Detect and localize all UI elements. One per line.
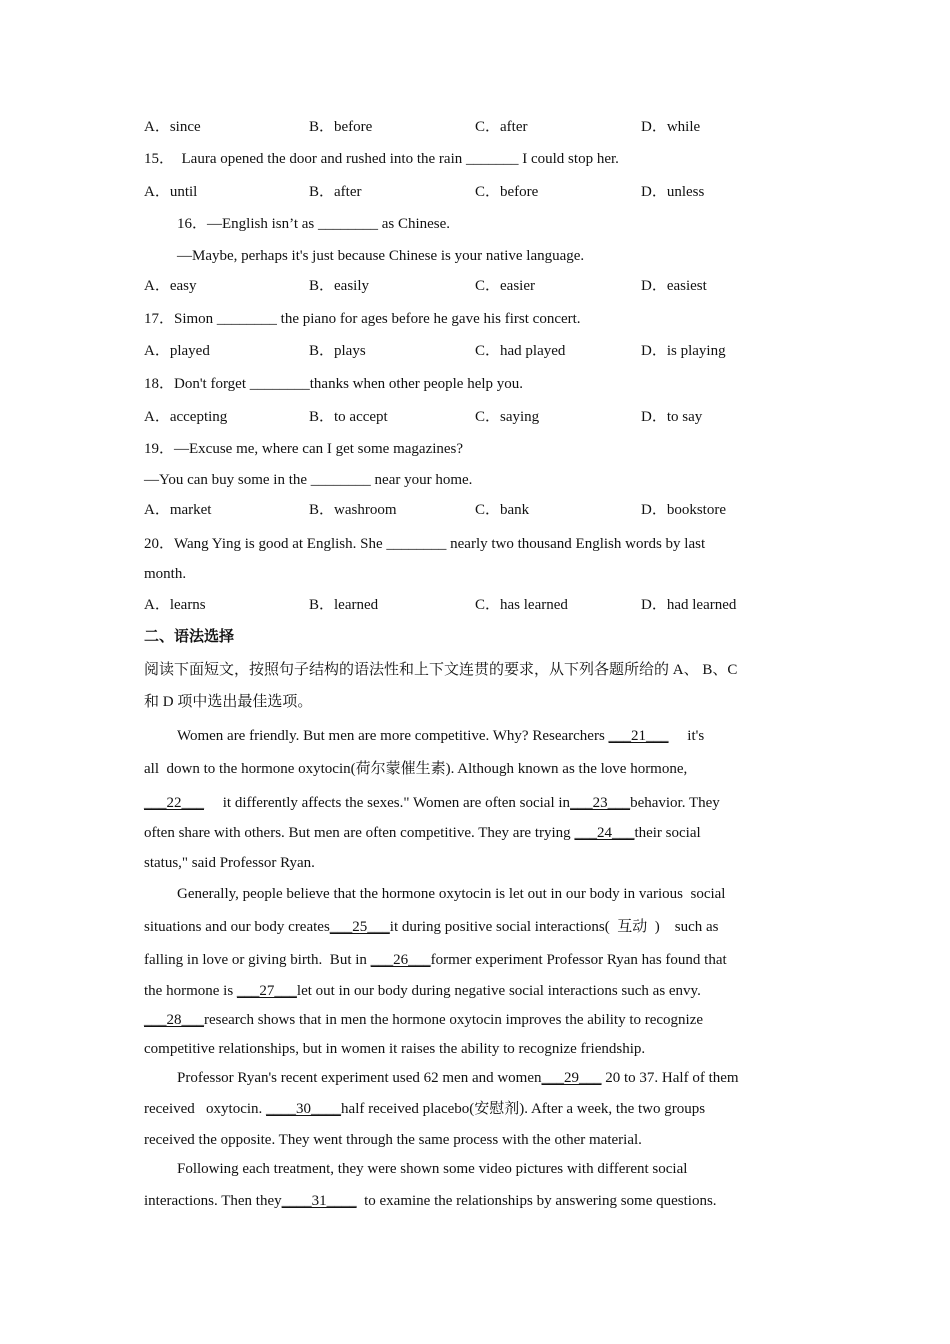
blank-30[interactable]: ____30____ — [266, 1101, 342, 1117]
q20-stem-continued: month. — [144, 566, 187, 582]
q17-option-d[interactable]: D．is playing — [641, 343, 726, 359]
passage-line: competitive relationships, but in women it raises the ability to recognize friendship. — [144, 1041, 646, 1057]
q15-option-c[interactable]: C．before — [475, 184, 539, 200]
q18-option-d[interactable]: D．to say — [641, 409, 703, 425]
blank-22[interactable]: ___22___ — [144, 795, 204, 811]
q16-stem-reply: —Maybe, perhaps it's just because Chinese is your native language. — [177, 248, 585, 264]
blank-23[interactable]: ___23___ — [570, 795, 631, 811]
passage-line: all down to the hormone oxytocin(荷尔蒙催生素). Although known as the love hormone, — [144, 761, 688, 777]
q17-option-a[interactable]: A．played — [144, 343, 210, 359]
passage-line: falling in love or giving birth. But in ___26___former experiment Professor Ryan has found that — [144, 952, 727, 968]
passage-line: Professor Ryan's recent experiment used 62 men and women___29___ 20 to 37. Half of them — [177, 1070, 739, 1086]
q20-stem: 20．Wang Ying is good at English. She ________ nearly two thousand English words by last — [144, 536, 706, 552]
passage-line: interactions. Then they____31____ to examine the relationships by answering some questions. — [144, 1193, 717, 1209]
q16-stem: 16．—English isn’t as ________ as Chinese. — [177, 216, 451, 232]
q16-option-a[interactable]: A．easy — [144, 278, 197, 294]
q19-option-b[interactable]: B．washroom — [309, 502, 397, 518]
q18-option-b[interactable]: B．to accept — [309, 409, 388, 425]
q19-option-d[interactable]: D．bookstore — [641, 502, 726, 518]
passage-line: often share with others. But men are often competitive. They are trying ___24___their social — [144, 825, 701, 841]
passage-line: Women are friendly. But men are more competitive. Why? Researchers ___21___ it's — [177, 728, 705, 744]
blank-25[interactable]: ___25___ — [329, 919, 390, 935]
blank-26[interactable]: ___26___ — [370, 952, 431, 968]
q20-option-c[interactable]: C．has learned — [475, 597, 568, 613]
q19-option-c[interactable]: C．bank — [475, 502, 530, 518]
blank-27[interactable]: ___27___ — [236, 983, 297, 999]
q20-option-d[interactable]: D．had learned — [641, 597, 737, 613]
q15-option-a[interactable]: A．until — [144, 184, 198, 200]
q18-option-c[interactable]: C．saying — [475, 409, 540, 425]
q19-stem: 19．—Excuse me, where can I get some magazines? — [144, 441, 464, 457]
blank-31[interactable]: ____31____ — [281, 1193, 357, 1209]
q14-option-c[interactable]: C．after — [475, 119, 528, 135]
q14-option-b[interactable]: B．before — [309, 119, 373, 135]
passage-line: situations and our body creates___25___it during positive social interactions( 互动 ) such as — [144, 919, 719, 935]
blank-28[interactable]: ___28___ — [144, 1012, 204, 1028]
q17-option-b[interactable]: B．plays — [309, 343, 366, 359]
passage-line: the hormone is ___27___let out in our body during negative social interactions such as envy. — [144, 983, 701, 999]
passage-line: Generally, people believe that the hormone oxytocin is let out in our body in various social — [177, 886, 726, 902]
passage-line: received the opposite. They went through the same process with the other material. — [144, 1132, 642, 1148]
q18-stem: 18．Don't forget ________thanks when other people help you. — [144, 376, 524, 392]
q15-stem: 15． Laura opened the door and rushed into the rain _______ I could stop her. — [144, 151, 619, 167]
q15-option-d[interactable]: D．unless — [641, 184, 705, 200]
q20-option-a[interactable]: A．learns — [144, 597, 206, 613]
section-heading: 二、语法选择 — [144, 629, 235, 645]
q20-option-b[interactable]: B．learned — [309, 597, 379, 613]
q16-option-c[interactable]: C．easier — [475, 278, 535, 294]
q19-option-a[interactable]: A．market — [144, 502, 212, 518]
q18-option-a[interactable]: A．accepting — [144, 409, 228, 425]
q14-option-a[interactable]: A．since — [144, 119, 201, 135]
passage-line: Following each treatment, they were shown some video pictures with different social — [177, 1161, 688, 1177]
section-instructions-line2: 和 D 项中选出最佳选项。 — [144, 694, 313, 710]
q14-option-d[interactable]: D．while — [641, 119, 701, 135]
q19-stem-reply: —You can buy some in the ________ near your home. — [144, 472, 473, 488]
passage-line: status," said Professor Ryan. — [144, 855, 315, 871]
passage-line: ___22___ it differently affects the sexes." Women are often social in___23___behavior. They — [144, 795, 720, 811]
section-instructions-line1: 阅读下面短文，按照句子结构的语法性和上下文连贯的要求，从下列各题所给的 A、 B、C — [144, 662, 738, 678]
blank-21[interactable]: ___21___ — [608, 728, 669, 744]
q16-option-d[interactable]: D．easiest — [641, 278, 707, 294]
passage-line: received oxytocin. ____30____half received placebo(安慰剂). After a week, the two groups — [144, 1101, 706, 1117]
blank-24[interactable]: ___24___ — [574, 825, 635, 841]
q15-option-b[interactable]: B．after — [309, 184, 362, 200]
q17-stem: 17．Simon ________ the piano for ages before he gave his first concert. — [144, 311, 581, 327]
q16-option-b[interactable]: B．easily — [309, 278, 369, 294]
q17-option-c[interactable]: C．had played — [475, 343, 566, 359]
blank-29[interactable]: ___29___ — [541, 1070, 602, 1086]
passage-line: ___28___research shows that in men the hormone oxytocin improves the ability to recognize — [144, 1012, 704, 1028]
